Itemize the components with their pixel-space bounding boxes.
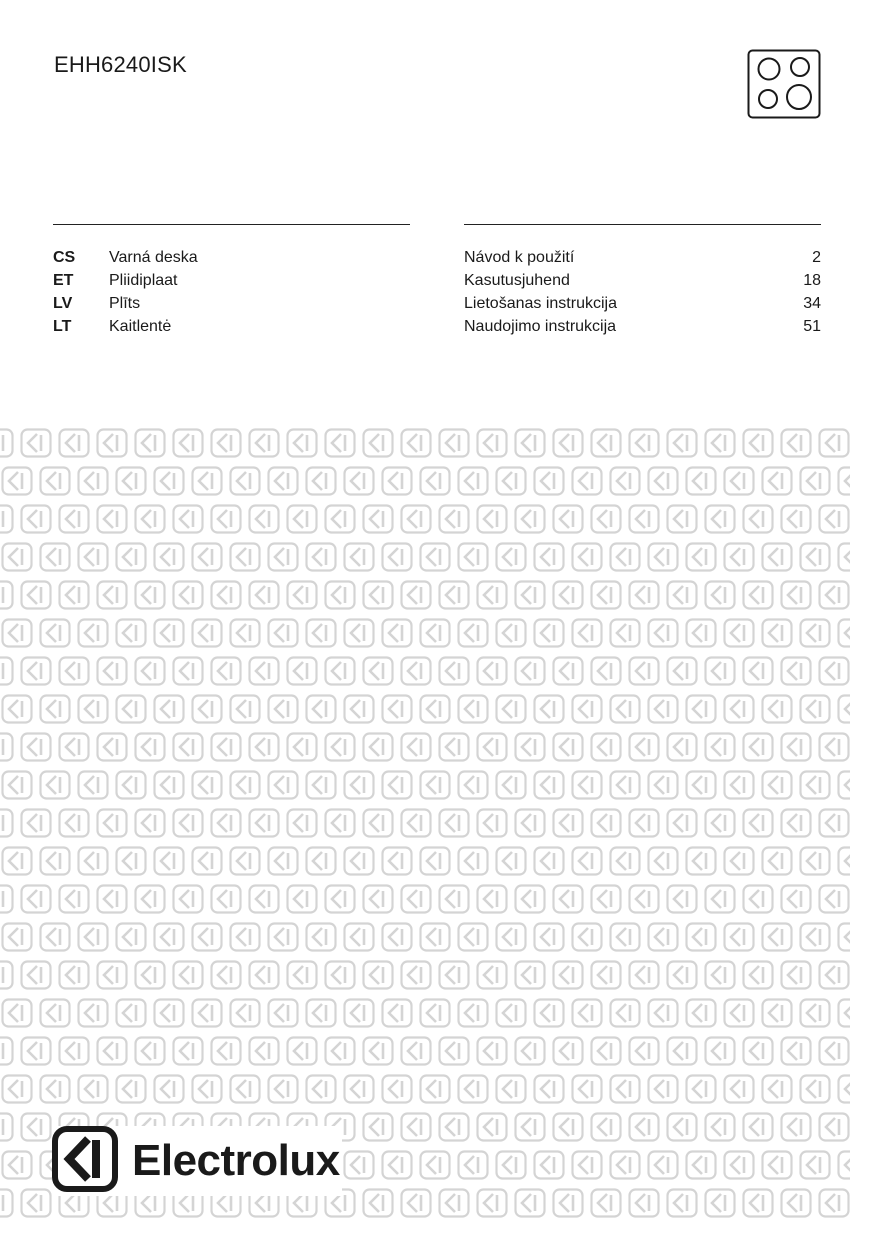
language-row xyxy=(53,292,410,315)
manual-title: Návod k použití xyxy=(464,248,575,266)
language-table xyxy=(53,246,410,338)
manual-title: Lietošanas instrukcija xyxy=(464,294,617,312)
product-name: Varná deska xyxy=(109,248,198,266)
divider-left xyxy=(53,224,410,225)
manual-title: Kasutusjuhend xyxy=(464,271,570,289)
language-code: LT xyxy=(53,317,72,335)
divider-right xyxy=(464,224,821,225)
manual-row xyxy=(464,269,821,292)
language-code: CS xyxy=(53,248,76,266)
brand-name: Electrolux xyxy=(132,1136,340,1185)
manual-row xyxy=(464,292,821,315)
page-number: 51 xyxy=(803,317,821,335)
page-number: 18 xyxy=(803,271,821,289)
product-name: Kaitlentė xyxy=(109,317,172,335)
language-row xyxy=(53,315,410,338)
model-number: EHH6240ISK xyxy=(54,52,187,77)
brand-logo xyxy=(52,1126,342,1196)
language-code: LV xyxy=(53,294,73,312)
language-code: ET xyxy=(53,271,74,289)
manual-row xyxy=(464,246,821,269)
manual-title: Naudojimo instrukcija xyxy=(464,317,617,335)
language-row xyxy=(53,246,410,269)
page-number: 2 xyxy=(812,248,821,266)
page-number: 34 xyxy=(803,294,821,312)
language-row xyxy=(53,269,410,292)
manual-table xyxy=(464,246,821,338)
electrolux-logo-icon xyxy=(52,1126,118,1192)
electrolux-pattern-icon xyxy=(0,420,875,1220)
product-name: Plīts xyxy=(109,294,141,312)
product-name: Pliidiplaat xyxy=(109,271,178,289)
manual-row xyxy=(464,315,821,338)
hob-four-zones-icon xyxy=(747,49,821,119)
